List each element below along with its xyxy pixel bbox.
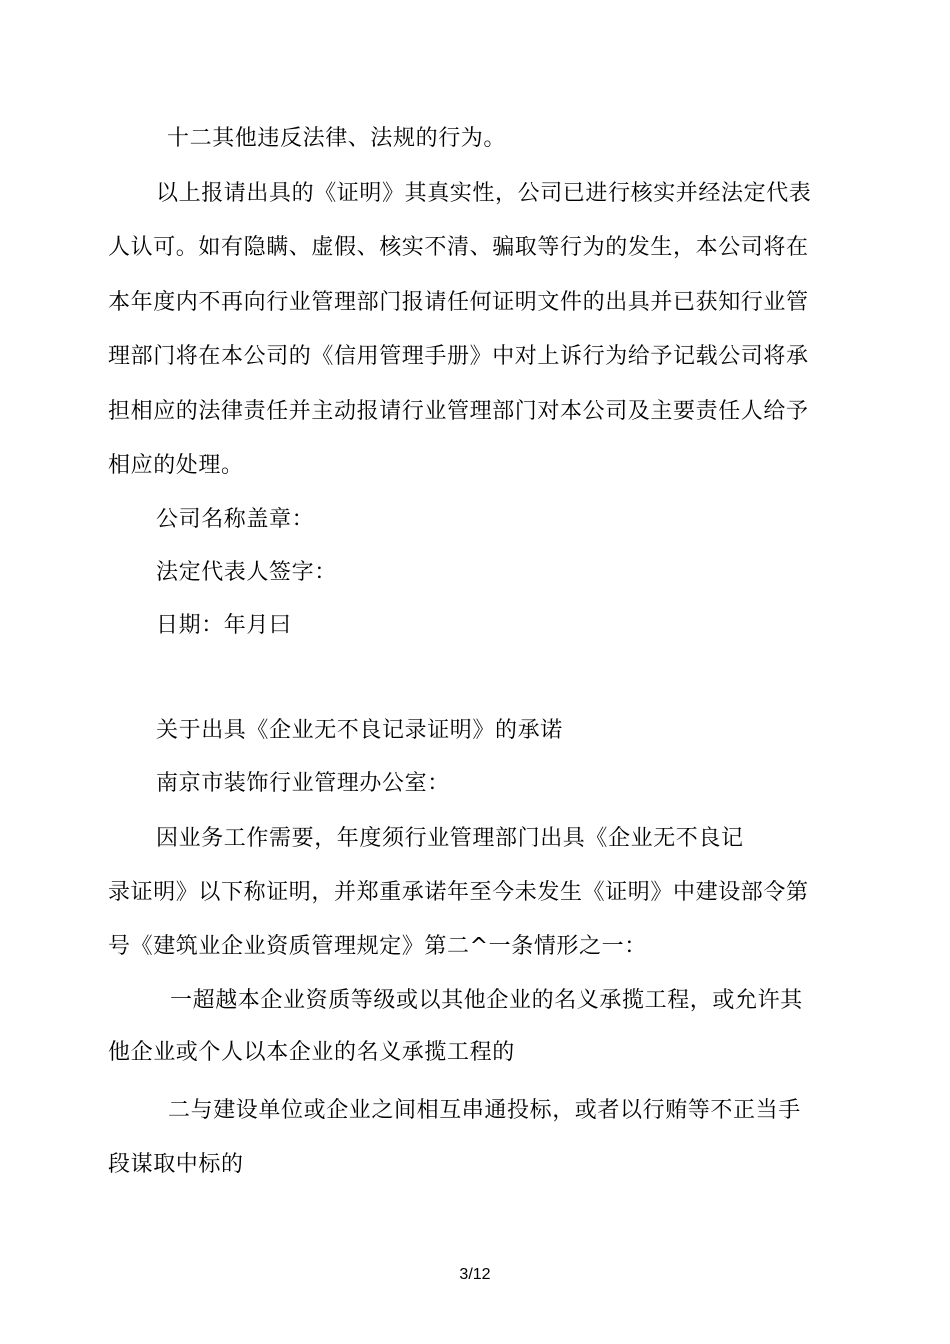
- page-number: 3/12: [459, 1266, 491, 1283]
- paragraph-line: 段谋取中标的: [108, 1152, 244, 1177]
- legal-representative-signature-label: 法定代表人签字：: [156, 560, 337, 585]
- paragraph-line: 因业务工作需要，年度须行业管理部门出具《企业无不良记: [156, 826, 744, 851]
- paragraph-line: 号《建筑业企业资质管理规定》第二^一条情形之一：: [108, 934, 647, 959]
- addressee: 南京市装饰行业管理办公室：: [156, 771, 450, 796]
- paragraph-line: 以上报请出具的《证明》其真实性，公司已进行核实并经法定代表: [156, 181, 812, 206]
- paragraph-line: 一超越本企业资质等级或以其他企业的名义承揽工程，或允许其: [170, 988, 803, 1013]
- paragraph-line: 担相应的法律责任并主动报请行业管理部门对本公司及主要责任人给予: [108, 399, 809, 424]
- section-title: 关于出具《企业无不良记录证明》的承诺: [156, 718, 563, 743]
- paragraph-line: 人认可。如有隐瞒、虚假、核实不清、骗取等行为的发生，本公司将在: [108, 235, 809, 260]
- date-label: 日期：年月曰: [156, 613, 292, 638]
- paragraph-line: 本年度内不再向行业管理部门报请任何证明文件的出具并已获知行业管: [108, 290, 809, 315]
- paragraph-line: 理部门将在本公司的《信用管理手册》中对上诉行为给予记载公司将承: [108, 344, 809, 369]
- paragraph-line: 相应的处理。: [108, 453, 244, 478]
- paragraph-line: 二与建设单位或企业之间相互串通投标，或者以行贿等不正当手: [168, 1098, 801, 1123]
- company-seal-label: 公司名称盖章：: [156, 507, 315, 532]
- paragraph-line: 十二其他违反法律、法规的行为。: [167, 126, 507, 151]
- paragraph-line: 录证明》以下称证明，并郑重承诺年至今未发生《证明》中建设部令第: [108, 880, 809, 905]
- paragraph-line: 他企业或个人以本企业的名义承揽工程的: [108, 1040, 515, 1065]
